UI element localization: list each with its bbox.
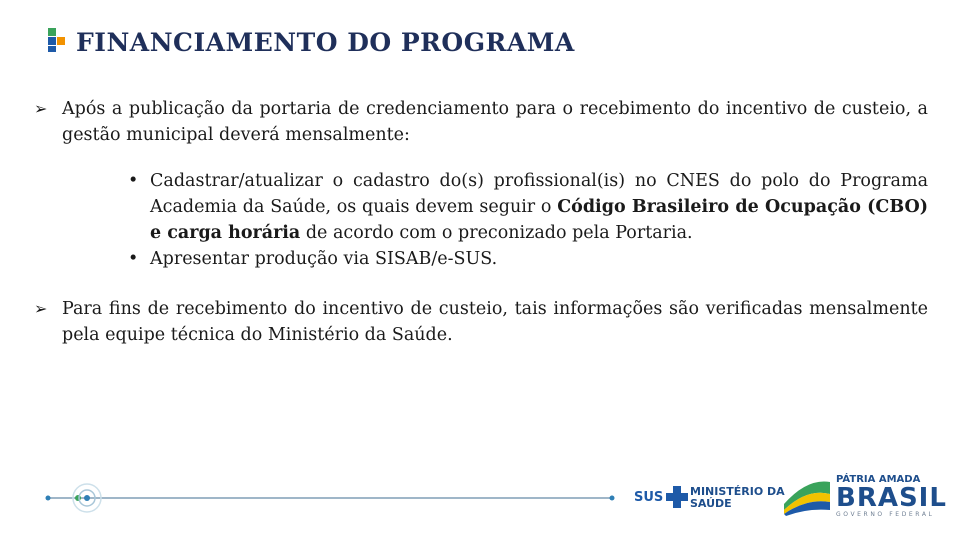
ministerio-line-2: SAÚDE	[690, 497, 732, 510]
list-item	[126, 246, 928, 272]
footer-circles-icon	[40, 478, 620, 518]
bullet-dot-icon: •	[128, 249, 139, 269]
health-cross-icon	[666, 486, 688, 508]
bullet-dot-icon: •	[128, 171, 139, 191]
bullet-2-text: Apresentar produção via SISAB/e-SUS.	[150, 249, 498, 269]
brasil-flag-icon	[782, 474, 832, 516]
slide-content	[34, 96, 928, 348]
arrow-item-2	[34, 296, 928, 348]
bullet-1-text	[150, 168, 928, 246]
ministerio-line-1: MINISTÉRIO DA	[690, 485, 785, 498]
sus-label: SUS	[634, 489, 664, 505]
brasil-main-text: BRASIL	[836, 483, 947, 513]
list-item	[126, 168, 928, 246]
bullet-list	[126, 168, 928, 272]
bullet-1-bold: Código Brasileiro de Ocupação (CBO) e carga horária	[150, 197, 928, 243]
bullet-1-part-2: de acordo com o preconizado pela Portaria.	[300, 223, 693, 243]
brasil-top-text: PÁTRIA AMADA	[836, 474, 921, 485]
arrow-item-1	[34, 96, 928, 148]
sus-logo	[634, 486, 688, 508]
arrow-bullet-icon: ➢	[34, 99, 48, 118]
bullet-1-part-1: Cadastrar/atualizar o cadastro do(s) profissional(is) no CNES do polo do Programa Academia da Saúde, os quais devem seguir o	[150, 171, 928, 217]
brasil-logo	[836, 475, 947, 519]
arrow-bullet-icon: ➢	[34, 299, 48, 318]
paragraph-2: Para fins de recebimento do incentivo de custeio, tais informações são verificadas mensalmente pela equipe técnica do Ministério da Saúde.	[62, 299, 928, 345]
brasil-sub-text: GOVERNO FEDERAL	[836, 511, 935, 518]
paragraph-1: Após a publicação da portaria de credenciamento para o recebimento do incentivo de custeio, a gestão municipal deverá mensalmente:	[62, 99, 928, 145]
page-title: FINANCIAMENTO DO PROGRAMA	[76, 28, 575, 57]
program-logo-icon	[48, 28, 66, 52]
ministerio-logo	[690, 486, 785, 510]
